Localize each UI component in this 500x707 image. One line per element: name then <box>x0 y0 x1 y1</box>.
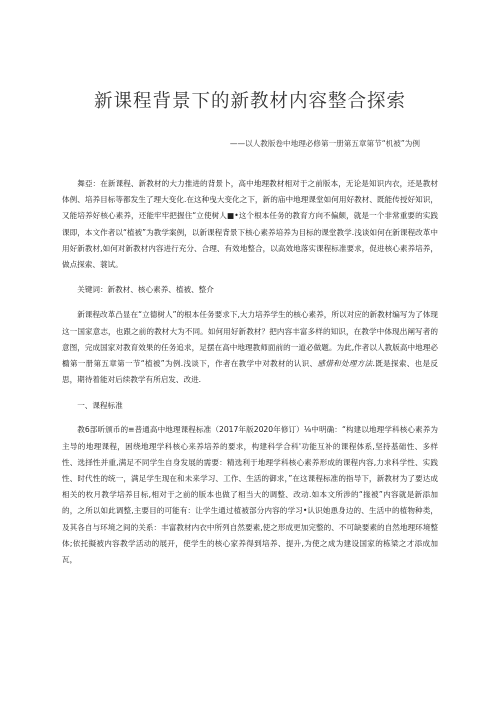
abstract-paragraph: 舞亞：在新课程、新教材的大力推进的背景卜，高中地理教材相对于之前版本，无论是知识内衣，还是教材体例、培养目标等都发生了理大变化.在这种曳大变化之下，新的庙中地理课堂如何用好教材、既能传授好知识，又能培养好核心素养，还能牢牢把握住“立使树人■•这个根本任务的教育方向不偏颇，就是一个非常重要的实践课即，本文作者以“植被”为教学案例，以新课程背景下核心素养培养为目标的课堂教学.浅谈如何在新课程改革中用好新教材,如何对新教材内容进行充分、合理、有效地整合，以高效地落实课程标准要求，促进核心素养培养，做点探索、蓑试。 <box>62 179 438 270</box>
intro-text-start: 新课程改革凸显在“立德树人”的根本任务要求下,大力培养学生的核心素养，所以对应的新教材编写为了体现这一国家意志，也跟之前的教材大为不同。如何用好新教材？把内容丰富多样的知识，在教学中体现出阐写者的意图，完成国家对教育效果的任务追求，足摆在高中地理教师面前的一道必做题。为此,作者以人教版高中地理必橢第一册第五章第一节“植被”为例.浅谈下，作者在教学中对教材的认识、 <box>62 310 438 369</box>
curriculum-standard-paragraph: 教6部昕颁币的≡普通高中地理课程标准（2017年版2020年修订）⅛中明确：“构建以地理学科核心素养为主导的地理课程，困绕地理学科核心来养培养的要求，构建科学合科'功能互补的课程体系,坚持基础性、多样性、选择性并重,满足不同学生自身发展的需要：精选利于地理学科核心素养形成的课程内容,力求科学性、实践性、时代性的统一，满足学生现在和未来学习、工作、生活的御求，”在这课程标准的指导下，新教材为了要达成相关的枚月教学培养目标,相对于之前的版本也做了相当大的调整、改动.如本文所涉的“掾被”内容就是新添加的，之所以如此调整,主要目的可能有：让学生通过植被部分内容的学习•认识她恿身边的、生活中的植物种类，及其各自与环境之间的关系：丰富教材内衣中所列自然要素,使之形成更加完整的、不可缺要素的自然地理环境整体;依托擬被内容教学活动的展开，使学生的核心家养得到培养、提升,为使之成为建设国家的栋梁之才添成加瓦， <box>62 425 438 565</box>
intro-emphasis-text: 感惜和处理方法 <box>317 359 373 369</box>
keywords-line: 关键词：新教材、核心素养、植被、整介 <box>77 285 214 295</box>
intro-paragraph <box>62 307 438 388</box>
section-heading-curriculum-standard: 一、课程标准 <box>77 401 123 411</box>
intro-text-end: .既是探索、也是反思，期待着能对后续教学有所启发、改进. <box>62 359 438 385</box>
paper-subtitle: ——以人教版卷中地理必修第一册第五章第节“机被”为例 <box>229 139 420 148</box>
paper-title: 新课程背景下的新教材内容整合探索 <box>93 91 406 112</box>
